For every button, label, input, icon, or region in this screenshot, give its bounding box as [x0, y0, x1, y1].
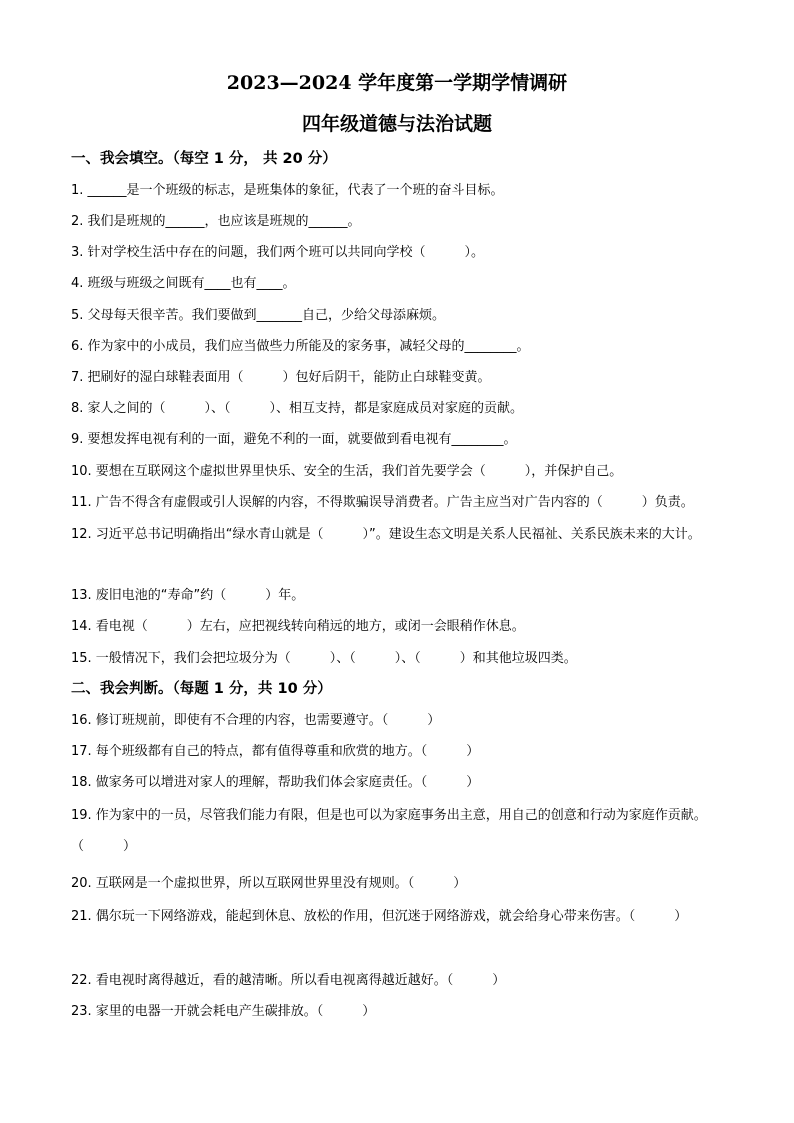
question-7: 7. 把刷好的湿白球鞋表面用（ ）包好后阴干，能防止白球鞋变黄。 [71, 370, 491, 385]
question-13: 13. 废旧电池的“寿命”约（ ）年。 [71, 588, 305, 603]
question-17: 17. 每个班级都有自己的特点，都有值得尊重和欣赏的地方。（ ） [71, 744, 480, 759]
question-1: 1. ______是一个班级的标志，是班集体的象征，代表了一个班的奋斗目标。 [71, 183, 504, 198]
question-4: 4. 班级与班级之间既有____也有____。 [71, 276, 296, 291]
question-18: 18. 做家务可以增进对家人的理解，帮助我们体会家庭责任。（ ） [71, 775, 480, 790]
question-14: 14. 看电视（ ）左右，应把视线转向稍远的地方，或闭一会眼稍作休息。 [71, 619, 525, 634]
question-9: 9. 要想发挥电视有利的一面，避免不利的一面，就要做到看电视有________。 [71, 432, 517, 447]
question-19: 19. 作为家中的一员，尽管我们能力有限，但是也可以为家庭事务出主意，用自己的创意和行动为家庭作贡献。（ ） [71, 808, 707, 854]
question-3: 3. 针对学校生活中存在的问题，我们两个班可以共同向学校（ ）。 [71, 245, 485, 260]
question-22: 22. 看电视时离得越近，看的越清晰。所以看电视离得越近越好。（ ） [71, 973, 506, 988]
question-8: 8. 家人之间的（ ）、（ ）、相互支持，都是家庭成员对家庭的贡献。 [71, 401, 524, 416]
section-heading-true-false: 二、我会判断。（每题 1 分，共 10 分） [71, 681, 332, 697]
question-5: 5. 父母每天很辛苦。我们要做到_______自己，少给父母添麻烦。 [71, 308, 446, 323]
question-6: 6. 作为家中的小成员，我们应当做些力所能及的家务事，减轻父母的________。 [71, 339, 530, 354]
question-21: 21. 偶尔玩一下网络游戏，能起到休息、放松的作用，但沉迷于网络游戏，就会给身心带来伤害。（ ） [71, 909, 688, 924]
question-23: 23. 家里的电器一开就会耗电产生碳排放。（ ） [71, 1004, 376, 1019]
exam-title-line1: 2023—2024 学年度第一学期学情调研 [226, 72, 568, 94]
section-heading-fill-in: 一、我会填空。（每空 1 分， 共 20 分） [71, 151, 337, 167]
question-16: 16. 修订班规前，即使有不合理的内容，也需要遵守。（ ） [71, 713, 441, 728]
question-11: 11. 广告不得含有虚假或引人误解的内容，不得欺骗误导消费者。广告主应当对广告内容的（ ）负责。 [71, 495, 694, 510]
question-12: 12. 习近平总书记明确指出“绿水青山就是（ ）”。建设生态文明是关系人民福祉、关系民族未来的大计。 [71, 527, 701, 542]
exam-title-line2: 四年级道德与法治试题 [301, 113, 492, 135]
question-2: 2. 我们是班规的______，也应该是班规的______。 [71, 214, 361, 229]
question-10: 10. 要想在互联网这个虚拟世界里快乐、安全的生活，我们首先要学会（ ），并保护自己。 [71, 464, 623, 479]
question-20: 20. 互联网是一个虚拟世界，所以互联网世界里没有规则。（ ） [71, 876, 467, 891]
question-15: 15. 一般情况下，我们会把垃圾分为（ ）、（ ）、（ ）和其他垃圾四类。 [71, 651, 577, 666]
